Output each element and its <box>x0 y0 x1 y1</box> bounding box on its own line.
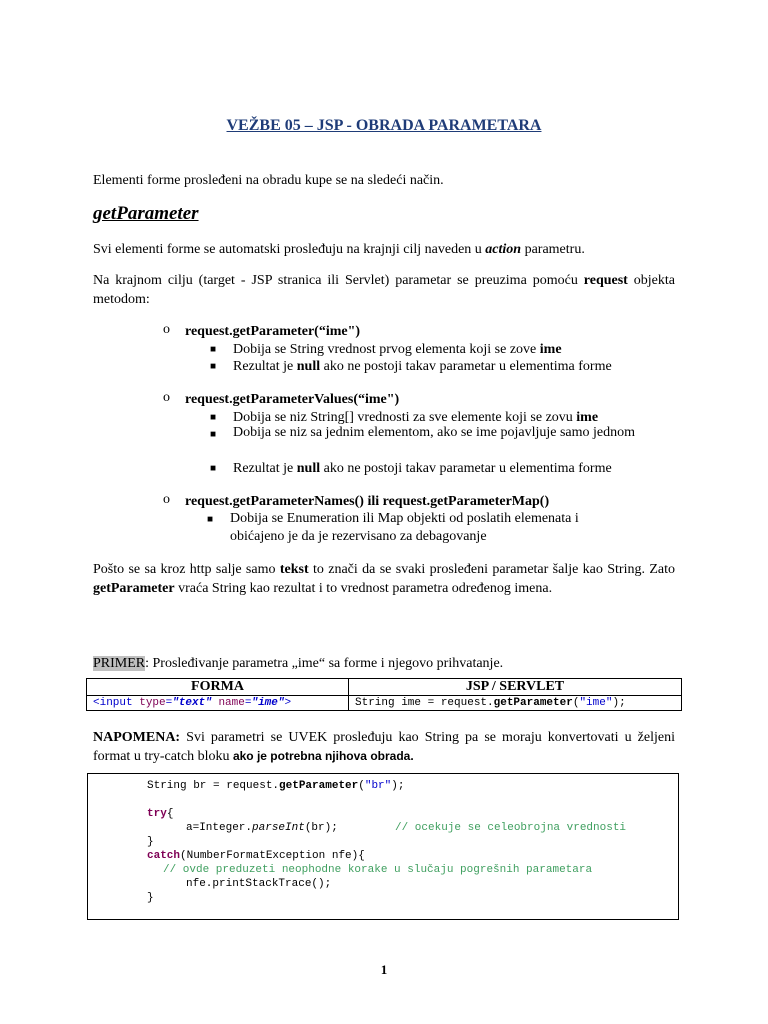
method-name: request.getParameterNames() ili request.getParameterMap() <box>185 494 550 509</box>
code-line: String br = request.getParameter("br"); <box>147 780 405 792</box>
square-bullet-icon: ■ <box>210 429 217 440</box>
list-item: Dobija se String vrednost prvog elementa koji se zove ime <box>233 342 562 357</box>
primer-label: PRIMER <box>93 656 146 671</box>
list-item: Dobija se niz String[] vrednosti za sve elemente koji se zovu ime <box>233 410 599 425</box>
intro-text: Elementi forme prosleđeni na obradu kupe se na sledeći način. <box>93 173 444 188</box>
method-name: request.getParameter(“ime") <box>185 324 361 339</box>
circle-bullet-icon: o <box>163 390 170 405</box>
circle-bullet-icon: o <box>163 492 170 507</box>
list-item: Rezultat je null ako ne postoji takav parametar u elementima forme <box>233 359 612 374</box>
list-item: Dobija se niz sa jednim elementom, ako se ime pojavljuje samo jednom <box>233 425 636 440</box>
table-cell-servlet-code: String ime = request.getParameter("ime"); <box>349 696 682 711</box>
square-bullet-icon: ■ <box>207 514 214 525</box>
list-item: Dobija se Enumeration ili Map objekti od poslatih elemenata i obićajeno je da je rezervisano za debagovanje <box>230 511 579 544</box>
paragraph-request: Na krajnom cilju (target - JSP stranica ili Servlet) parametar se preuzima pomoću request objekta metodom: <box>93 273 675 307</box>
table-cell-form-code: <input type="text" name="ime"> <box>87 696 349 711</box>
square-bullet-icon: ■ <box>210 344 217 355</box>
code-block <box>87 773 679 920</box>
square-bullet-icon: ■ <box>210 463 217 474</box>
method-name: request.getParameterValues(“ime") <box>185 392 400 407</box>
napomena-paragraph: NAPOMENA: Svi parametri se UVEK prosleđuju kao String pa se moraju konvertovati u željeni format u try-catch bloku ako je potrebna njihova obrada. <box>93 730 675 764</box>
code-line: catch(NumberFormatException nfe){ <box>147 850 365 862</box>
primer-line: PRIMER: Prosleđivanje parametra „ime“ sa forme i njegovo prihvatanje. <box>93 656 504 671</box>
code-line: } <box>147 892 154 904</box>
paragraph-string: Pošto se sa kroz http salje samo tekst to znači da se svaki prosleđeni parametar šalje kao String. Zato getParameter vraća String kao rezultat i to vrednost parametra određenog imena. <box>93 562 675 596</box>
code-line: a=Integer.parseInt(br); <box>186 822 338 834</box>
example-table <box>86 678 682 711</box>
code-line: try{ <box>147 808 174 820</box>
section-heading: getParameter <box>93 203 199 224</box>
table-header-jsp: JSP / SERVLET <box>349 679 682 696</box>
page-title: VEŽBE 05 – JSP - OBRADA PARAMETARA <box>226 117 542 134</box>
square-bullet-icon: ■ <box>210 361 217 372</box>
code-line: nfe.printStackTrace(); <box>186 878 332 890</box>
square-bullet-icon: ■ <box>210 412 217 423</box>
circle-bullet-icon: o <box>163 322 170 337</box>
paragraph-action: Svi elementi forme se automatski prosleđuju na krajnji cilj naveden u action parametru. <box>93 242 585 257</box>
code-comment: // ocekuje se celeobrojna vrednosti <box>395 822 627 834</box>
code-comment: // ovde preduzeti neophodne korake u slučaju pogrešnih parametara <box>163 864 593 876</box>
list-item: Rezultat je null ako ne postoji takav parametar u elementima forme <box>233 461 612 476</box>
page-number: 1 <box>380 962 388 977</box>
table-header-forma: FORMA <box>87 679 349 696</box>
code-line: } <box>147 836 154 848</box>
